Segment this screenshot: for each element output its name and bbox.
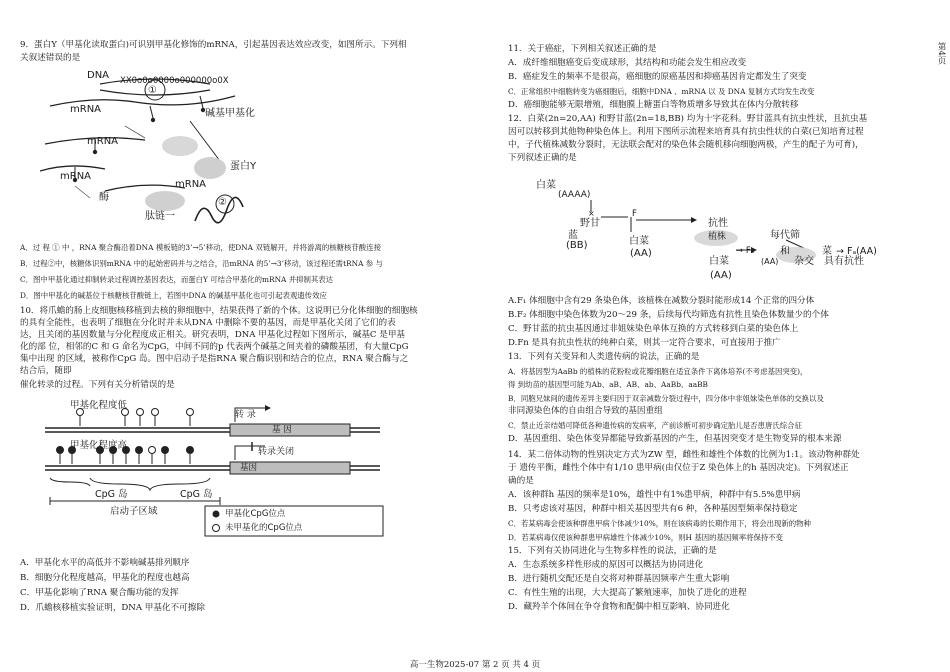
q9-stem-2: 关叙述错误的是 [20,53,81,63]
q11-option-d: D．癌细胞能够无限增殖，细胞膜上糖蛋白等物质增多导致其在体内分散转移 [508,100,799,110]
q14-option-a: A．该种群h 基因的频率是10%，雄性中有1%患甲病，种群中有5.5%患甲病 [508,490,801,500]
methylation-label: 碱基甲基化 [205,108,255,119]
aaaa-label: (AAAA) [558,190,591,200]
q10-line-5: 集中出现 的区域，被称作CpG 岛。图中启动子是指RNA 聚合酶识别和结合的位点，RNA 聚合酶与之 [20,354,409,364]
q9-option-b: B．过程②中，核糖体识别mRNA 中的起始密码并与之结合，沿mRNA 的5’→3’移动，该过程还需tRNA 参 与 [20,259,383,268]
enzyme-label: 酶 [99,192,109,203]
q11-stem: 11．关于癌症，下列相关叙述正确的是 [508,44,657,54]
peptide-chain-label: 肽链一 [145,211,175,222]
and-label: 和 [780,246,790,257]
q12-line-3: 中，子代植株减数分裂时，无法联会配对的染色体会随机移向细胞两极，产生的配子为可育)， [508,140,864,150]
q9-figure [35,66,265,236]
q12-option-c: C．野甘蓝的抗虫基因通过非姐妹染色单体互换的方式转移到白菜的染色体上 [508,324,799,334]
q11-option-b: B．癌症发生的频率不是很高，癌细胞的原癌基因和抑癌基因肯定都发生了突变 [508,72,807,82]
q10-option-c: C．甲基化影响了RNA 聚合酶功能的发挥 [20,588,179,598]
q12-line-1: 12．白菜(2n=20,AA) 和野甘蓝(2n=18,BB) 均为十字花科。野甘蓝具有抗虫性状，且抗虫基 [508,114,868,124]
has-resistance-label: 具有抗性 [824,256,864,267]
q10-line-2: 的具有全能性，也表明了细胞在分化时并未从DNA 中删除不要的基因，而是甲基化关闭了它们的表 [20,318,396,328]
q11-option-c: C．正常组织中细胞转变为癌细胞后，细胞中DNA 、mRNA 以 及 DNA 复制方式均发生改变 [508,87,815,96]
gene-label-2: 基因 [240,463,258,473]
protein-y-label: 蛋白Y [230,161,257,172]
baicai-label-2: 白菜 [629,236,649,247]
q12-line-4: 下列叙述正确的是 [508,153,577,163]
high-methylation-label: 甲基化程度高 [70,440,128,451]
q13-option-b-1: B．同胞兄妹间的遗传差异主要归因于双亲减数分裂过程中，四分体中非姐妹染色单体的交换以及 [508,394,824,403]
gene-label-1: 基 因 [272,425,292,435]
mrna-label-2: mRNA [87,136,119,147]
q9-option-a: A．过 程 ① 中 ，RNA 聚合酶沿着DNA 模板链的3’→5’移动，使DNA 双链解开，并将游离的核糖核苷酸连接 [20,243,381,252]
q10-line-3: 达，且关闭的基因数量与分化程度成正相关。研究表明，DNA 甲基化过程如下图所示，碱基C 是甲基 [20,330,406,340]
aa-small-label: (AA) [761,257,779,266]
f3-label: → F₃ [736,246,755,256]
hybrid-label: 杂交 [794,256,814,267]
promoter-label: 启动子区域 [110,506,158,517]
resistant-label: 抗性 [708,218,728,229]
q13-option-d: D．基因重组、染色体变异都能导致新基因的产生，但基因突变才是生物变异的根本来源 [508,434,842,444]
q10-option-b: B．细胞分化程度越高，甲基化的程度也越高 [20,573,190,583]
q9-option-c: C．图中甲基化通过抑制转录过程调控基因表达，而蛋白Y 可结合甲基化的mRNA 并抑制其表达 [20,275,334,284]
transcribe-label: 转 录 [235,410,256,420]
q15-option-a: A．生态系统多样性形成的原因可以概括为协同进化 [508,560,704,570]
q12-option-a: A.F₁ 体细胞中含有29 条染色体，该植株在减数分裂时能形成14 个正常的四分体 [508,296,815,306]
f-label: F [632,209,637,219]
q13-option-c: C．禁止近亲结婚可降低各种遗传病的发病率，产前诊断可初步确定胎儿是否患唐氏综合征 [508,421,802,430]
q12-option-b: B.F₂ 体细胞中染色体数为20～29 条，后续每代均筛选有抗性且染色体数量少的个体 [508,310,829,320]
circle-2-label: ② [218,197,227,208]
plant-label: 植株 [708,232,727,242]
baicai-label-3: 白菜 [709,256,729,267]
q10-figure [40,396,390,541]
q9-option-d: D．图中甲基化的碱基位于核糖核苷酸链上，若图中DNA 的碱基甲基化也可引起表观遗传效应 [20,291,327,300]
wild-cabbage-label-2: 蓝 [568,230,578,241]
low-methylation-label: 甲基化程度低 [70,400,128,411]
q14-option-d: D．若某病毒仅使该种群患甲病雄性个体减少10%，则H 基因的基因频率将保持不变 [508,533,784,542]
q13-stem: 13．下列有关变异和人类遗传病的说法，正确的是 [508,352,700,362]
q9-stem-1: 9．蛋白Y（甲基化读取蛋白)可识别甲基化修饰的mRNA，引起基因表达效应改变，如图所示。下列相 [20,40,407,50]
transcription-off-label: 转录关闭 [258,447,295,457]
q10-line-4: 化的部 位，相邻的C 和 G 命名为CpG，中间不同的p 代表两个碱基之间夹着的磷酸基团，有大量CpG [20,342,409,352]
wild-cabbage-label-1: 野甘 [580,218,600,229]
q14-option-b: B．只考虑该对基因，种群中相关基因型共有6 种，各种基因型频率保持稳定 [508,504,798,514]
legend-methylated: 甲基化CpG位点 [225,509,286,519]
q12-option-d: D.Fn 是具有抗虫性状的纯种白菜，则其一定符合要求，可直接用于推广 [508,338,781,348]
page-footer: 高一生物2025-07 第 2 页 共 4 页 [409,660,541,670]
q15-option-c: C．有性生殖的出现，大大提高了繁殖速率，加快了进化的进程 [508,588,747,598]
q11-option-a: A．成纤维细胞癌变后变成球形，其结构和功能会发生相应改变 [508,58,747,68]
q15-stem: 15．下列有关协同进化与生物多样性的说法，正确的是 [508,546,717,556]
q14-line-2: 于 遗传平衡，雌性个体中有1/10 患甲病(由仅位于Z 染色体上的h 基因决定)。下列叙述正 [508,463,849,473]
circle-1-label: ① [148,85,157,96]
q10-option-a: A．甲基化水平的高低并不影响碱基排列顺序 [20,558,190,568]
q13-option-a-2: 得 到幼苗的基因型可能为Ab、aB、AB、ab、AaBb、aaBB [508,380,708,389]
mrna-label-3: mRNA [60,171,92,182]
q12-figure [536,172,876,282]
cross-symbol: × [588,209,595,218]
bb-label: (BB) [566,240,588,251]
q12-line-2: 因可以转移到其他物种染色体上。利用下图所示流程来培育具有抗虫性状的白菜(已知培育过程 [508,127,864,137]
q10-line-6: 结合后，随即 [20,366,72,376]
q10-line-7: 催化转录的过程。下列有关分析错误的是 [20,380,175,390]
cpg-island-label-2: CpG 岛 [180,489,213,500]
q15-option-d: D．藏羚羊个体间在争夺食物和配偶中相互影响、协同进化 [508,602,730,612]
cai-label: 菜 [822,246,832,257]
screen-label: 每代筛 [770,230,800,241]
q14-line-3: 确的是 [508,476,534,486]
q10-option-d: D．爪蟾核移植实验证明，DNA 甲基化不可擦除 [20,603,205,613]
aa-label-1: (AA) [630,248,652,259]
fa-label: → Fₐ(AA) [836,246,877,257]
baicai-label-1: 白菜 [536,180,556,191]
mrna-label-1: mRNA [70,104,102,115]
q14-option-c: C．若某病毒会使该种群患甲病个体减少10%，则在该病毒的长期作用下，将会出现新的物种 [508,519,811,528]
q14-line-1: 14．某二倍体动物的性别决定方式为ZW 型，雌性和雄性个体数的比例为1:1。该动物种群处 [508,450,860,460]
q15-option-b: B．进行随机交配还是自交将对种群基因频率产生重大影响 [508,574,730,584]
cpg-island-label-1: CpG 岛 [95,489,128,500]
legend-unmethylated: 未甲基化的CpG位点 [225,523,303,533]
dna-sequence: XX0o0o0000o000000o0X [120,76,229,86]
q13-option-b-2: 非同源染色体的自由组合导致的基因重组 [508,406,663,416]
mrna-label-4: mRNA [175,179,207,190]
side-note: 第4页 [936,42,946,65]
dna-label: DNA [87,70,110,81]
aa-label-2: (AA) [710,270,732,281]
q10-line-1: 10．将爪蟾的肠上皮细胞核移植到去核的卵细胞中，结果获得了新的个体。这说明已分化体细胞的细胞核 [20,306,418,316]
q13-option-a-1: A．将基因型为AaBb 的植株的花粉粒或花瓣细胞在适宜条件下离体培养(不考虑基因突变)， [508,367,808,376]
